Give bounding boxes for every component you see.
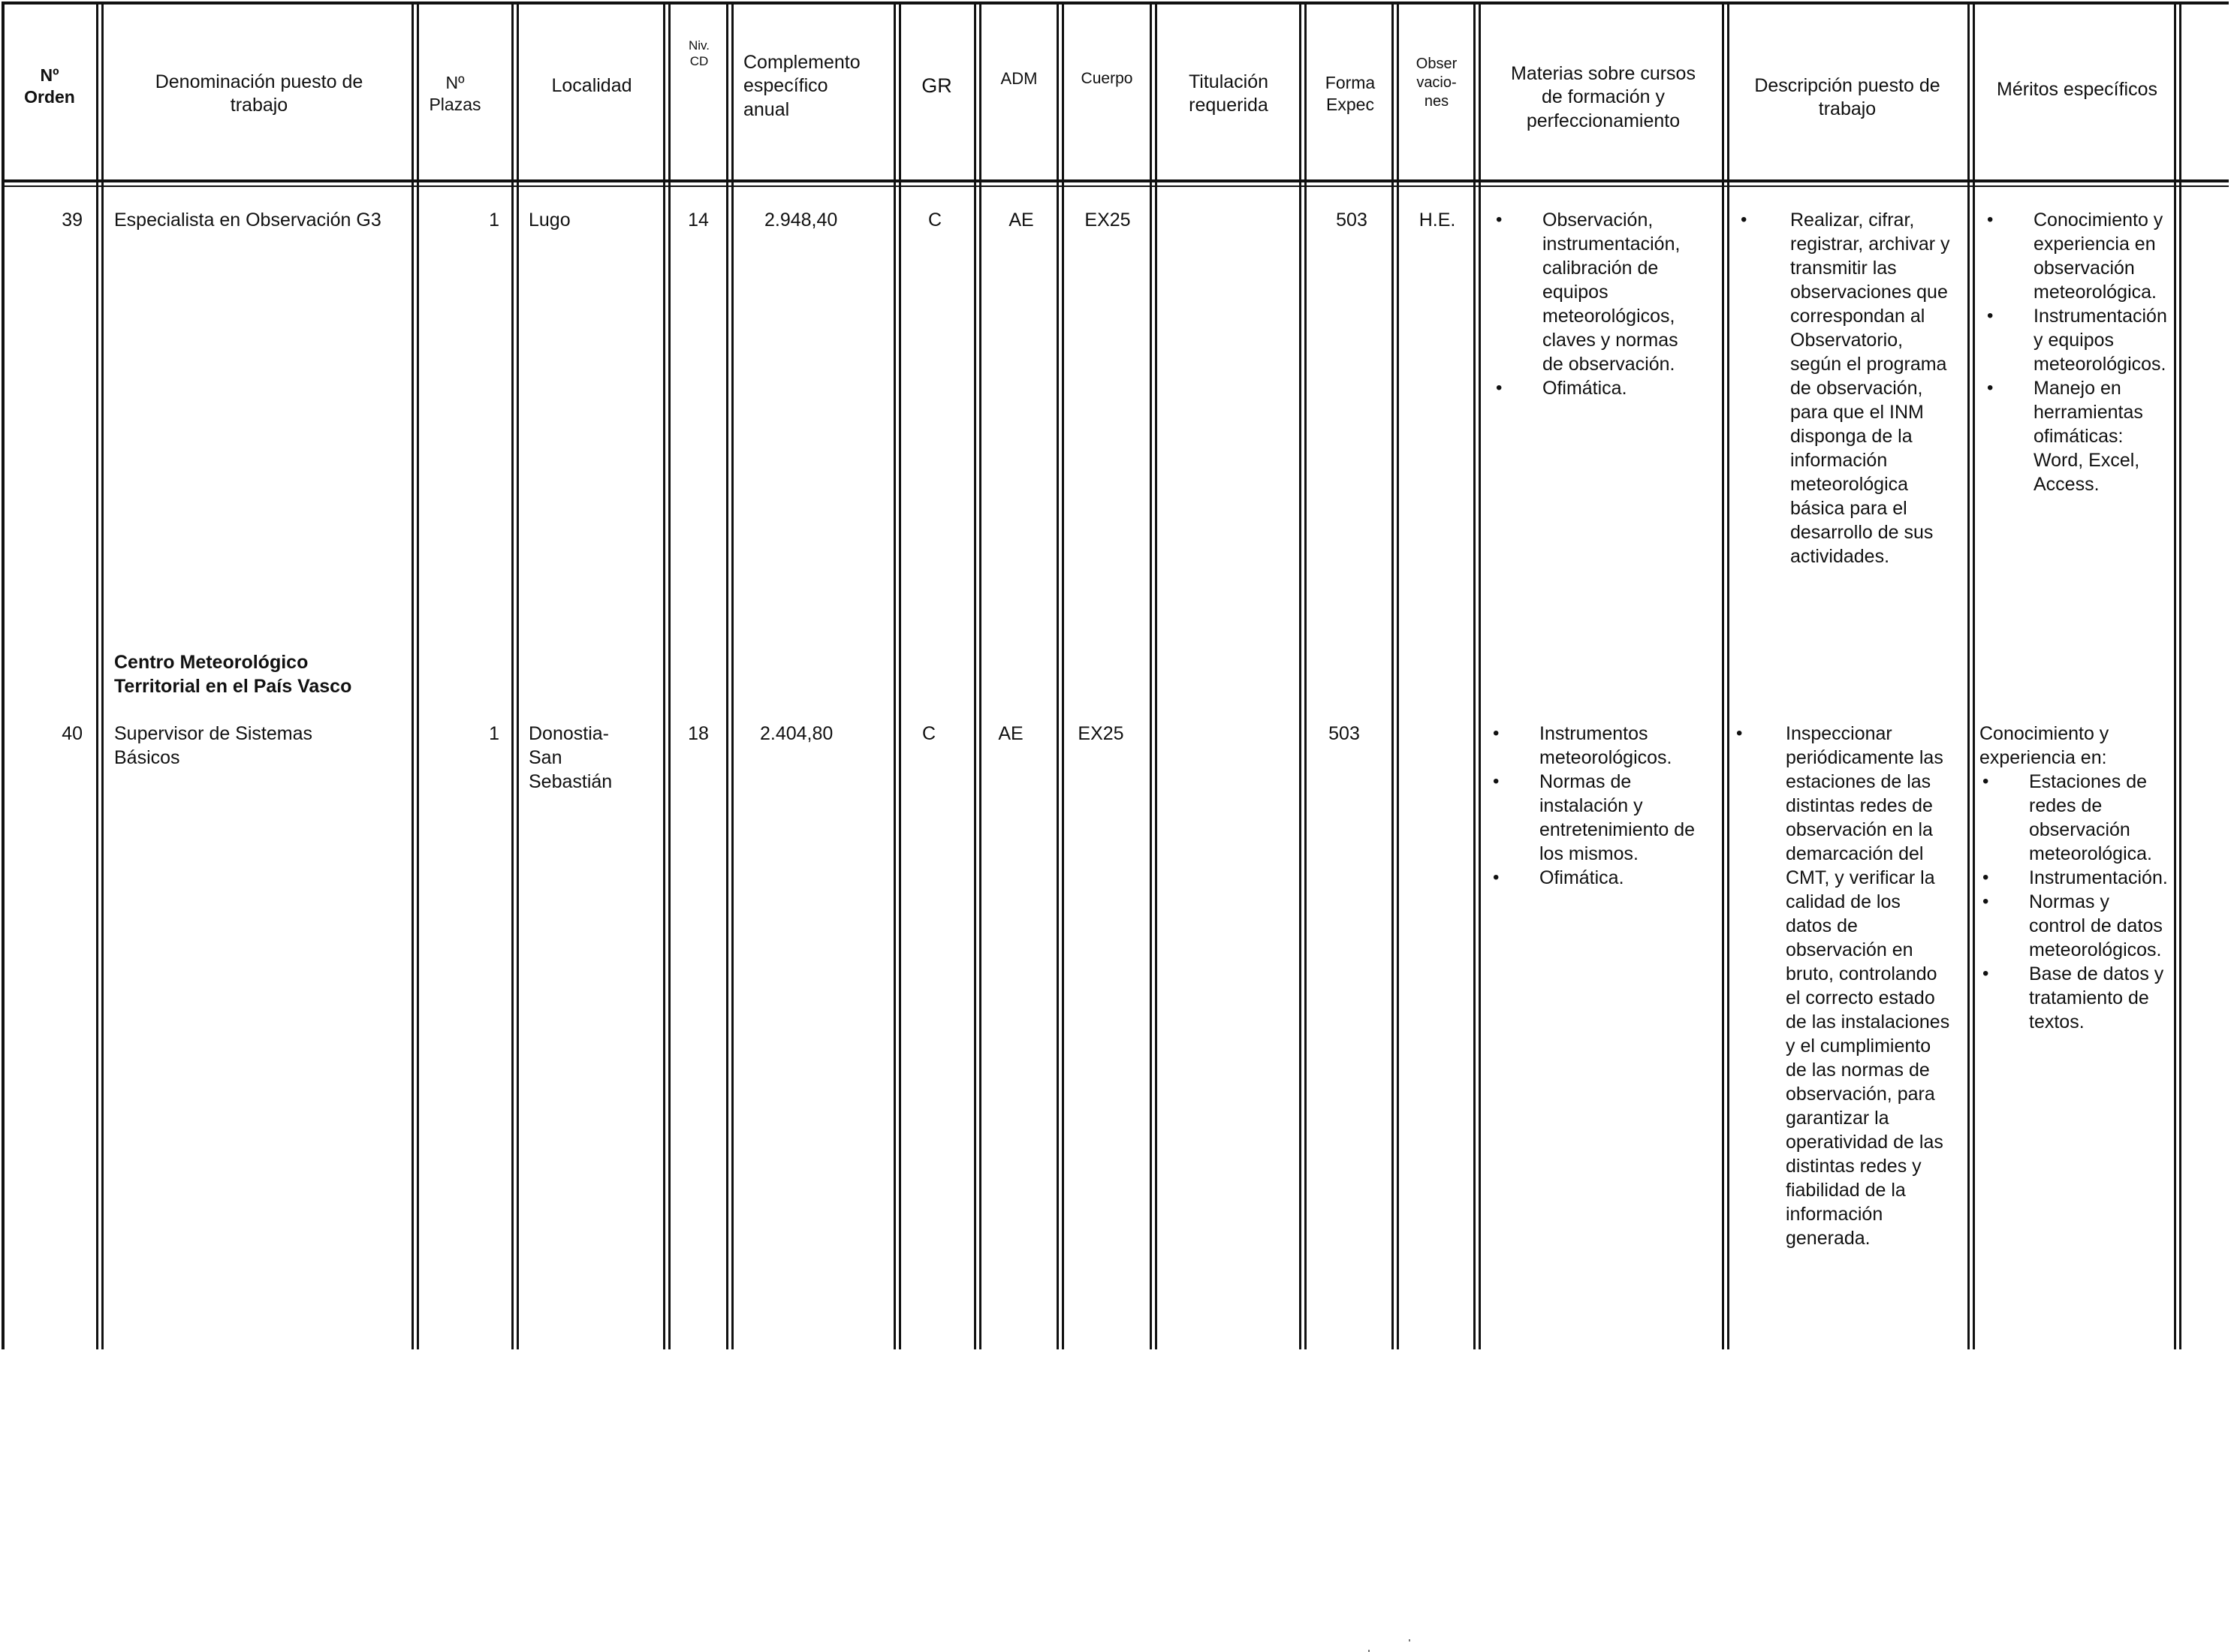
row39-materias-list	[1493, 208, 1703, 400]
header-forma: Forma Expec	[1325, 73, 1376, 114]
list-item: • Ofimática.	[1490, 866, 1700, 890]
table-top-border	[2, 2, 2229, 5]
column-rule	[663, 2, 665, 1349]
list-item: • Base de datos y tratamiento de textos.	[1979, 962, 2167, 1034]
column-rule	[894, 2, 896, 1349]
list-item: • Realizar, cifrar, registrar, archivar y transmitir las observaciones que correspondan al Observatorio, según el programa de observación, para que el INM disponga de la información meteorológica básica para el desarrollo de sus actividades.	[1738, 208, 1955, 568]
list-item: • Normas y control de datos meteorológicos.	[1979, 890, 2167, 962]
row40-localidad: Donostia- San Sebastián	[529, 723, 613, 792]
row40-forma: 503	[1328, 723, 1360, 744]
row40-nivcd: 18	[688, 723, 709, 744]
row40-gr: C	[921, 723, 936, 744]
column-rule	[1479, 2, 1481, 1349]
column-rule	[1727, 2, 1729, 1349]
row40-denominacion: Supervisor de Sistemas Básicos	[114, 723, 313, 768]
column-rule	[412, 2, 414, 1349]
column-rule	[2179, 2, 2181, 1349]
column-rule	[2, 2, 5, 1349]
row39-descripcion-list	[1738, 208, 1955, 568]
row39-orden: 39	[62, 210, 83, 231]
column-rule	[1722, 2, 1724, 1349]
list-item: • Instrumentación.	[1979, 866, 2167, 890]
column-rule	[974, 2, 976, 1349]
header-gr: GR	[921, 74, 952, 98]
row39-adm: AE	[1008, 210, 1034, 231]
column-rule	[1397, 2, 1399, 1349]
column-rule	[1155, 2, 1157, 1349]
column-rule	[1967, 2, 1970, 1349]
row40-plazas: 1	[489, 723, 499, 744]
header-observaciones: Obser vacio- nes	[1415, 55, 1458, 110]
list-item: • Instrumentos meteorológicos.	[1490, 722, 1700, 770]
list-item: • Inspeccionar periódicamente las estaciones de las distintas redes de observación en la demarcación del CMT, y verificar la calidad de los datos de observación en bruto, controlando el correcto estado de las instalaciones y el cumplimiento de las normas de observación, para garantizar la operatividad de las distintas redes y fiabilidad de la información generada.	[1733, 722, 1951, 1250]
header-titulacion: Titulación requerida	[1188, 71, 1269, 116]
row40-complemento: 2.404,80	[760, 723, 834, 744]
column-rule	[726, 2, 728, 1349]
column-rule	[1057, 2, 1059, 1349]
scan-speck	[1409, 1639, 1410, 1641]
row40-meritos-intro: Conocimiento y experiencia en:	[1979, 723, 2109, 768]
row40-adm: AE	[998, 723, 1024, 744]
column-rule	[1299, 2, 1301, 1349]
column-rule	[1473, 2, 1476, 1349]
row40-descripcion-list	[1733, 722, 1951, 1250]
column-rule	[1150, 2, 1152, 1349]
header-descripcion: Descripción puesto de trabajo	[1754, 74, 1940, 119]
header-complemento: Complemento específico anual	[743, 52, 861, 120]
list-item: • Observación, instrumentación, calibración de equipos meteorológicos, claves y normas de observación.	[1493, 208, 1703, 376]
row39-cuerpo: EX25	[1084, 210, 1131, 231]
row40-meritos-list	[1979, 770, 2167, 1034]
list-item: • Instrumentación y equipos meteorológicos.	[1984, 304, 2172, 376]
column-rule	[1973, 2, 1975, 1349]
column-rule	[731, 2, 734, 1349]
list-item: • Conocimiento y experiencia en observación meteorológica.	[1984, 208, 2172, 304]
row39-meritos-list	[1984, 208, 2172, 496]
column-rule	[1391, 2, 1394, 1349]
row39-gr: C	[927, 210, 942, 231]
header-cuerpo: Cuerpo	[1081, 69, 1133, 87]
row40-orden: 40	[62, 723, 83, 744]
row39-denominacion: Especialista en Observación G3	[114, 210, 381, 231]
column-rule	[517, 2, 519, 1349]
row39-observaciones: H.E.	[1418, 210, 1456, 231]
column-rule	[899, 2, 901, 1349]
column-rule	[101, 2, 104, 1349]
column-rule	[1062, 2, 1064, 1349]
row39-nivcd: 14	[688, 210, 709, 231]
section-heading: Centro Meteorológico Territorial en el País Vasco	[114, 652, 352, 697]
list-item: • Manejo en herramientas ofimáticas: Word, Excel, Access.	[1984, 376, 2172, 496]
row40-cuerpo: EX25	[1078, 723, 1124, 744]
list-item: • Ofimática.	[1493, 376, 1703, 400]
header-materias: Materias sobre cursos de formación y perfeccionamiento	[1511, 63, 1696, 131]
header-localidad: Localidad	[551, 75, 632, 97]
row40-materias-list	[1490, 722, 1700, 890]
column-rule	[979, 2, 981, 1349]
header-bottom-border-inner	[2, 185, 2229, 187]
column-rule	[417, 2, 419, 1349]
column-rule	[1304, 2, 1307, 1349]
header-plazas: Nº Plazas	[429, 73, 481, 114]
row39-plazas: 1	[489, 210, 499, 231]
row39-forma: 503	[1336, 210, 1367, 231]
header-orden: Nº Orden	[24, 65, 75, 107]
column-rule	[511, 2, 514, 1349]
header-adm: ADM	[1000, 69, 1038, 89]
header-denominacion: Denominación puesto de trabajo	[155, 71, 363, 116]
list-item: • Estaciones de redes de observación meteorológica.	[1979, 770, 2167, 866]
header-meritos: Méritos específicos	[1997, 79, 2157, 101]
list-item: • Normas de instalación y entretenimiento de los mismos.	[1490, 770, 1700, 866]
column-rule	[96, 2, 98, 1349]
header-bottom-border	[2, 179, 2229, 182]
row39-complemento: 2.948,40	[764, 210, 838, 231]
column-rule	[2174, 2, 2176, 1349]
column-rule	[668, 2, 671, 1349]
header-nivcd: Niv. CD	[688, 38, 710, 69]
row39-localidad: Lugo	[529, 210, 571, 231]
